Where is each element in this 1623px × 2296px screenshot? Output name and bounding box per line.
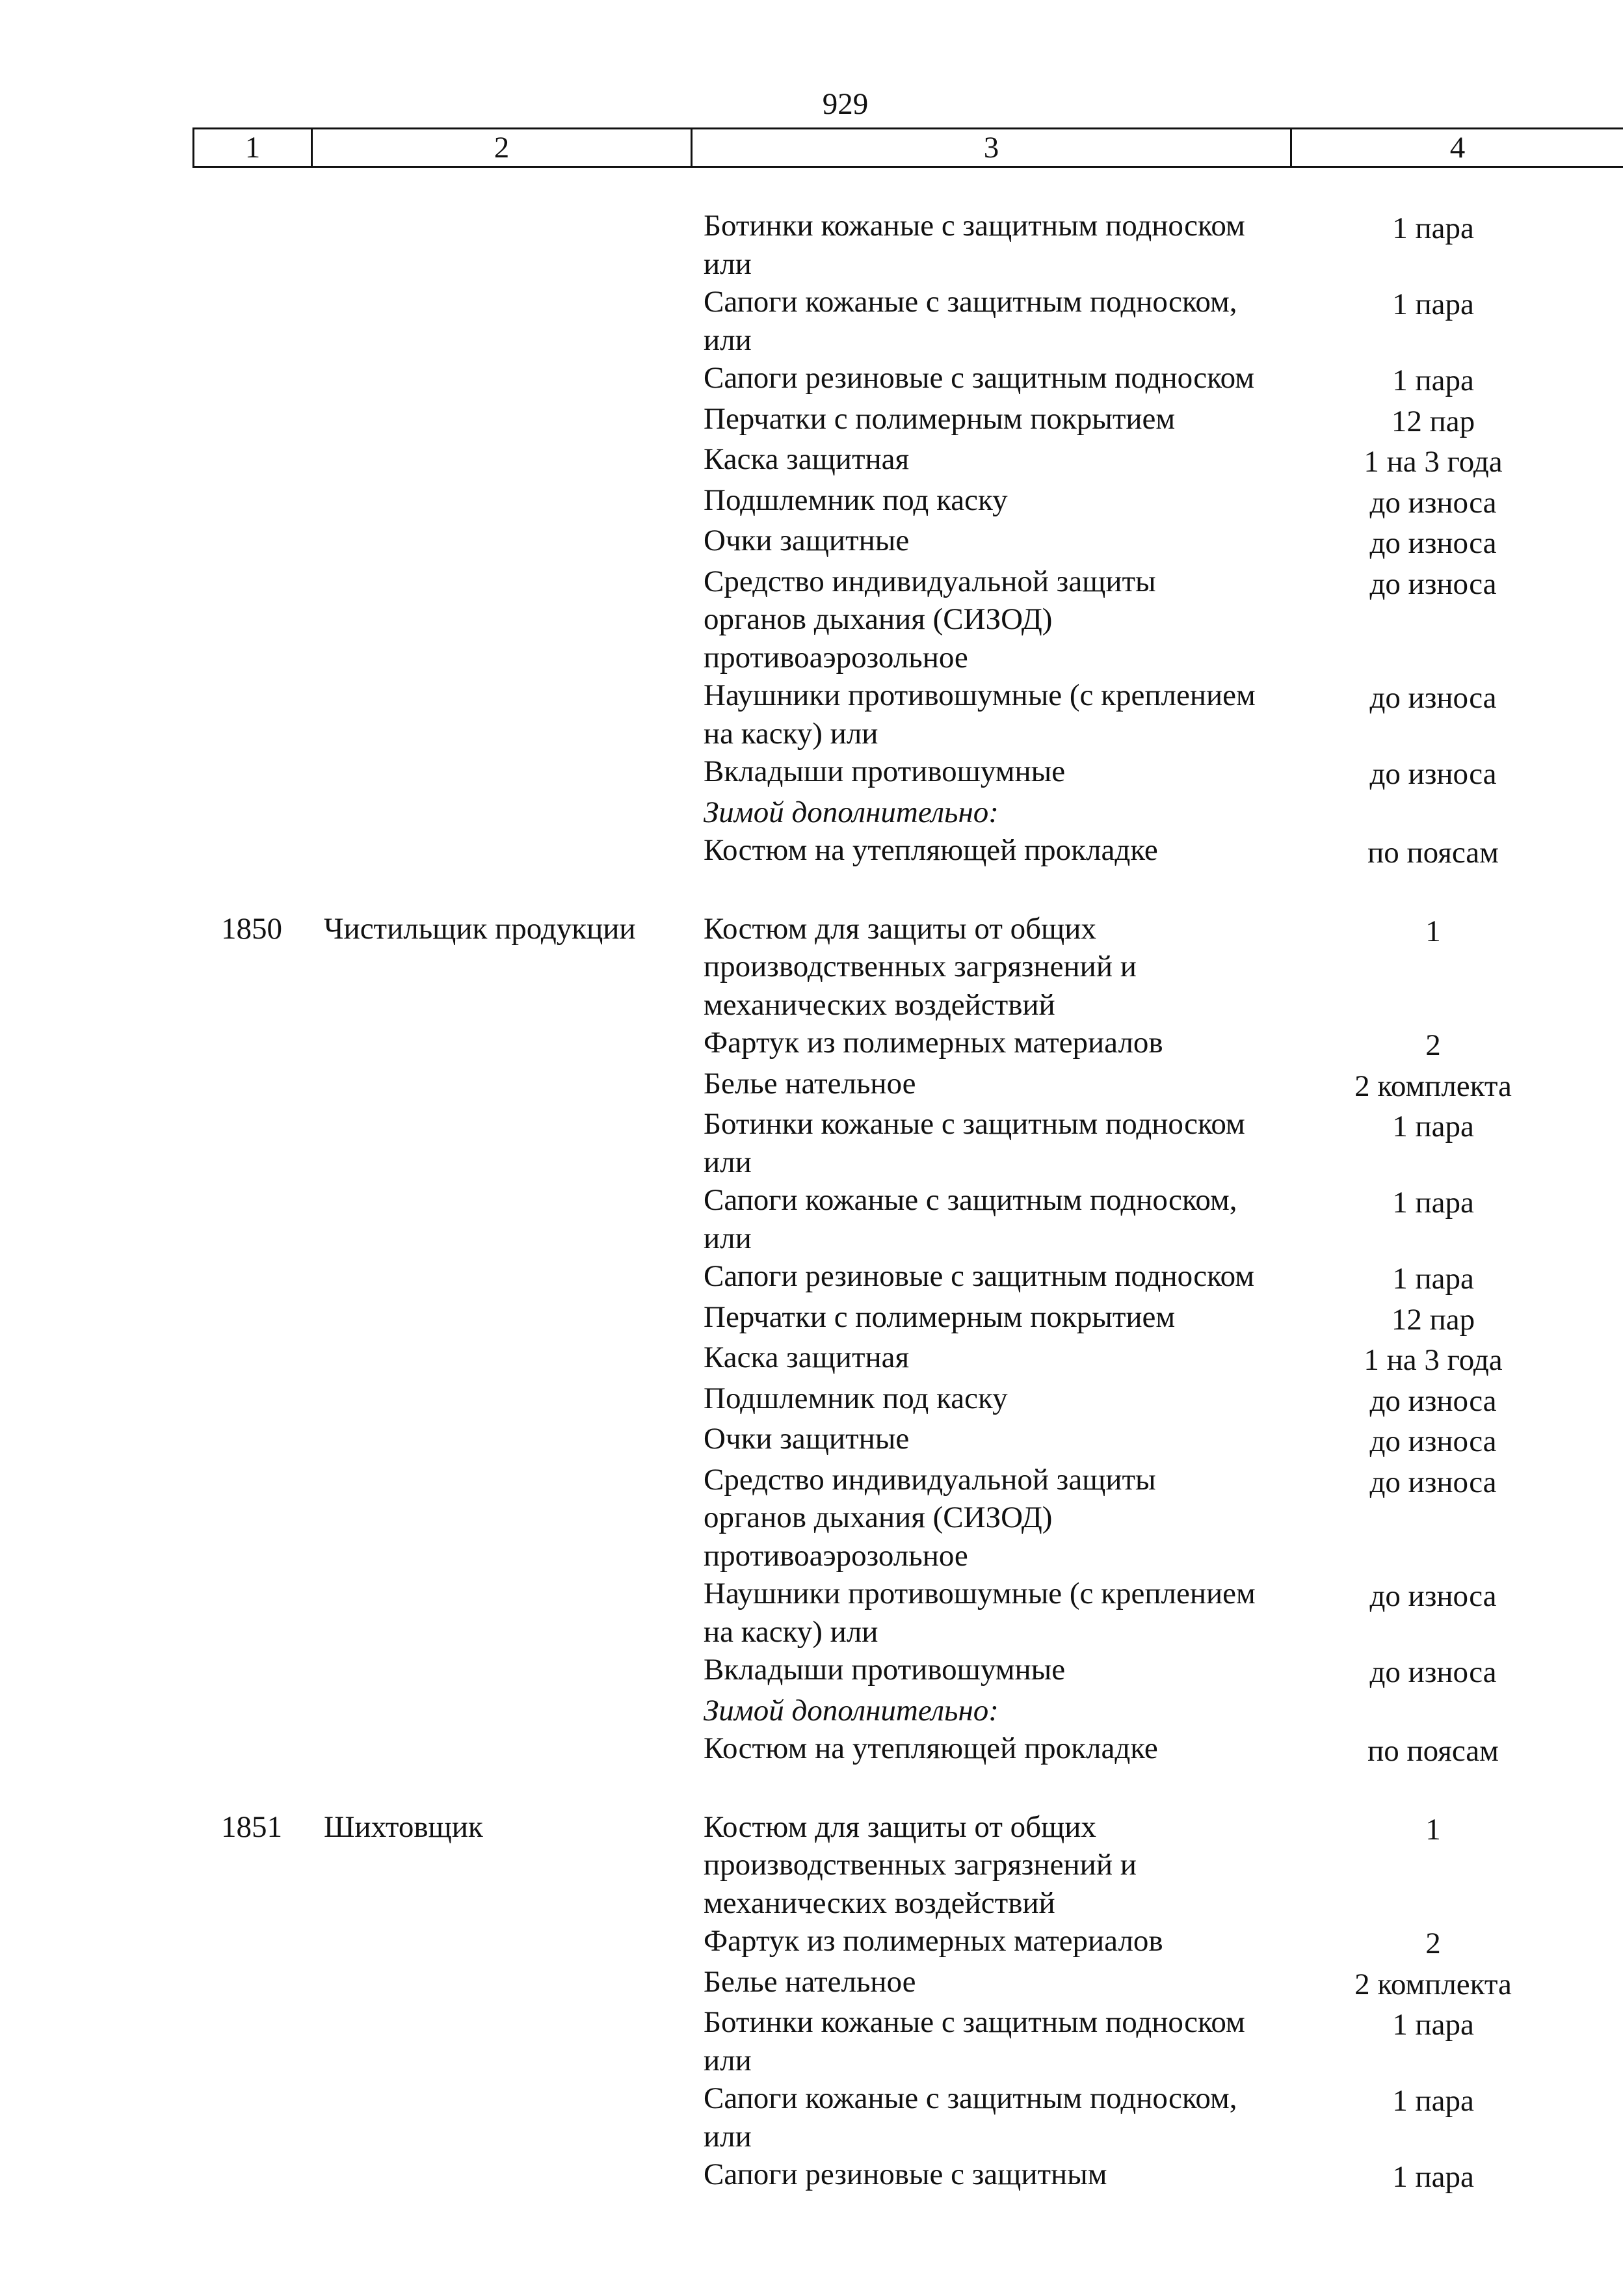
section-note: Зимой дополнительно: xyxy=(704,795,999,829)
ppe-norm: 12 пар xyxy=(1391,404,1475,438)
ppe-item xyxy=(691,794,1576,832)
ppe-item xyxy=(691,207,1576,283)
ppe-norm: до износа xyxy=(1369,1465,1497,1499)
ppe-name: Подшлемник под каску xyxy=(704,1381,1008,1415)
ppe-item xyxy=(691,1420,1576,1461)
profession-name: Шихтовщик xyxy=(324,1809,483,1844)
ppe-norm: 12 пар xyxy=(1391,1302,1475,1337)
ppe-item xyxy=(691,563,1576,677)
page-number: 929 xyxy=(822,87,869,121)
ppe-item xyxy=(691,2079,1576,2156)
ppe-norm: 1 пара xyxy=(1392,1262,1474,1296)
ppe-name: Белье нательное xyxy=(704,1066,916,1101)
ppe-norm: до износа xyxy=(1369,1383,1497,1418)
ppe-name: Фартук из полимерных материалов xyxy=(704,1924,1163,1958)
table-row xyxy=(192,207,1623,872)
ppe-norm: до износа xyxy=(1369,1655,1497,1689)
ppe-name: Сапоги кожаные с защитным подноском, или xyxy=(704,2081,1237,2154)
ppe-norm: 1 пара xyxy=(1392,2084,1474,2118)
ppe-name: Белье нательное xyxy=(704,1964,916,1999)
ppe-norm: 1 пара xyxy=(1392,2160,1474,2194)
ppe-name: Сапоги кожаные с защитным подноском, или xyxy=(704,1183,1237,1255)
ppe-name: Костюм на утепляющей прокладке xyxy=(704,1731,1158,1765)
ppe-item xyxy=(691,283,1576,359)
ppe-item xyxy=(691,1298,1576,1339)
ppe-name: Перчатки с полимерным покрытием xyxy=(704,1300,1176,1334)
profession-name xyxy=(311,207,691,872)
ppe-norm: 1 пара xyxy=(1392,1110,1474,1143)
ppe-name: Ботинки кожаные с защитным подноском или xyxy=(704,209,1245,281)
item-number xyxy=(192,207,311,872)
ppe-norm: 1 пара xyxy=(1392,1186,1474,1220)
ppe-item xyxy=(691,1105,1576,1181)
ppe-name: Очки защитные xyxy=(704,524,910,557)
ppe-name: Подшлемник под каску xyxy=(704,483,1008,517)
ppe-name: Средство индивидуальной защиты органов дыхания (СИЗОД) противоаэрозольное xyxy=(704,1462,1156,1573)
ppe-norm: 2 комплекта xyxy=(1354,1069,1512,1103)
ppe-name: Очки защитные xyxy=(704,1422,910,1456)
table-body xyxy=(192,207,1623,2234)
ppe-item xyxy=(691,831,1576,872)
ppe-item xyxy=(691,2156,1576,2196)
ppe-norm: 1 на 3 года xyxy=(1364,1343,1503,1377)
ppe-norm: до износа xyxy=(1369,681,1497,715)
ppe-item xyxy=(691,1922,1576,1963)
ppe-norm: 1 пара xyxy=(1392,287,1474,321)
ppe-item xyxy=(691,1257,1576,1298)
ppe-item xyxy=(691,1380,1576,1421)
section-note: Зимой дополнительно: xyxy=(704,1693,999,1728)
ppe-name: Костюм на утепляющей прокладке xyxy=(704,833,1158,867)
ppe-name: Фартук из полимерных материалов xyxy=(704,1026,1163,1060)
header-col-4: 4 xyxy=(1290,129,1623,166)
ppe-item xyxy=(691,1808,1576,1923)
ppe-norm: до износа xyxy=(1369,567,1497,601)
table-group xyxy=(192,207,1623,872)
ppe-name: Сапоги резиновые с защитным подноском xyxy=(704,361,1254,395)
ppe-norm: до износа xyxy=(1369,485,1497,520)
ppe-norm: 1 пара xyxy=(1392,2008,1474,2042)
table-header xyxy=(192,127,1623,168)
ppe-item xyxy=(691,440,1576,481)
ppe-norm: до износа xyxy=(1369,526,1497,560)
table-group xyxy=(192,910,1623,1770)
ppe-item xyxy=(691,2003,1576,2079)
ppe-item xyxy=(691,1729,1576,1770)
ppe-item xyxy=(691,1575,1576,1651)
ppe-name: Костюм для защиты от общих производственных загрязнений и механических воздействий xyxy=(704,911,1137,1022)
item-number: 1850 xyxy=(221,911,282,946)
table-row xyxy=(192,1808,1623,2196)
ppe-list xyxy=(691,910,1576,1770)
ppe-item xyxy=(691,1024,1576,1065)
ppe-item xyxy=(691,1651,1576,1692)
ppe-item xyxy=(691,400,1576,441)
ppe-item xyxy=(691,676,1576,753)
ppe-norm: до износа xyxy=(1369,1579,1497,1613)
ppe-item xyxy=(691,1339,1576,1380)
ppe-item xyxy=(691,1963,1576,2004)
ppe-name: Перчатки с полимерным покрытием xyxy=(704,401,1176,436)
ppe-norm: 1 на 3 года xyxy=(1364,445,1503,479)
ppe-list xyxy=(691,207,1576,872)
ppe-norm: 1 пара xyxy=(1392,364,1474,397)
ppe-name: Сапоги кожаные с защитным подноском, или xyxy=(704,285,1237,357)
ppe-name: Сапоги резиновые с защитным подноском xyxy=(704,1259,1254,1293)
ppe-item xyxy=(691,1181,1576,1257)
table-row xyxy=(192,910,1623,1770)
ppe-item xyxy=(691,1692,1576,1730)
ppe-name: Вкладыши противошумные xyxy=(704,754,1066,788)
ppe-norm: 2 xyxy=(1425,1028,1441,1062)
ppe-name: Средство индивидуальной защиты органов дыхания (СИЗОД) противоаэрозольное xyxy=(704,564,1156,674)
ppe-norm: по поясам xyxy=(1367,1734,1499,1768)
ppe-name: Наушники противошумные (с креплением на каску) или xyxy=(704,678,1256,751)
ppe-item xyxy=(691,753,1576,794)
ppe-norm xyxy=(1290,1692,1576,1730)
ppe-name: Каска защитная xyxy=(704,1341,910,1374)
table-group xyxy=(192,1808,1623,2196)
ppe-norm: до износа xyxy=(1369,1424,1497,1458)
ppe-item xyxy=(691,522,1576,563)
ppe-name: Ботинки кожаные с защитным подноском или xyxy=(704,2005,1245,2077)
profession-name: Чистильщик продукции xyxy=(324,911,636,946)
header-col-3: 3 xyxy=(691,129,1290,166)
ppe-name: Ботинки кожаные с защитным подноском или xyxy=(704,1107,1245,1179)
ppe-name: Костюм для защиты от общих производственных загрязнений и механических воздействий xyxy=(704,1809,1137,1920)
ppe-norm: до износа xyxy=(1369,757,1497,791)
item-number: 1851 xyxy=(221,1809,282,1844)
ppe-norm: 1 пара xyxy=(1392,211,1474,245)
ppe-name: Каска защитная xyxy=(704,442,910,476)
ppe-norm: по поясам xyxy=(1367,836,1499,870)
ppe-item xyxy=(691,359,1576,400)
ppe-item xyxy=(691,1461,1576,1575)
ppe-name: Сапоги резиновые с защитным xyxy=(704,2157,1107,2191)
ppe-name: Наушники противошумные (с креплением на каску) или xyxy=(704,1577,1256,1649)
header-col-2: 2 xyxy=(311,129,691,166)
ppe-norm: 2 xyxy=(1425,1927,1441,1960)
ppe-item xyxy=(691,910,1576,1024)
ppe-item xyxy=(691,481,1576,522)
ppe-list xyxy=(691,1808,1576,2196)
ppe-name: Вкладыши противошумные xyxy=(704,1653,1066,1687)
ppe-item xyxy=(691,1065,1576,1106)
ppe-norm: 2 комплекта xyxy=(1354,1967,1512,2001)
ppe-norm: 1 xyxy=(1425,914,1441,948)
ppe-norm: 1 xyxy=(1425,1812,1441,1847)
ppe-norm xyxy=(1290,794,1576,832)
header-col-1: 1 xyxy=(192,129,311,166)
